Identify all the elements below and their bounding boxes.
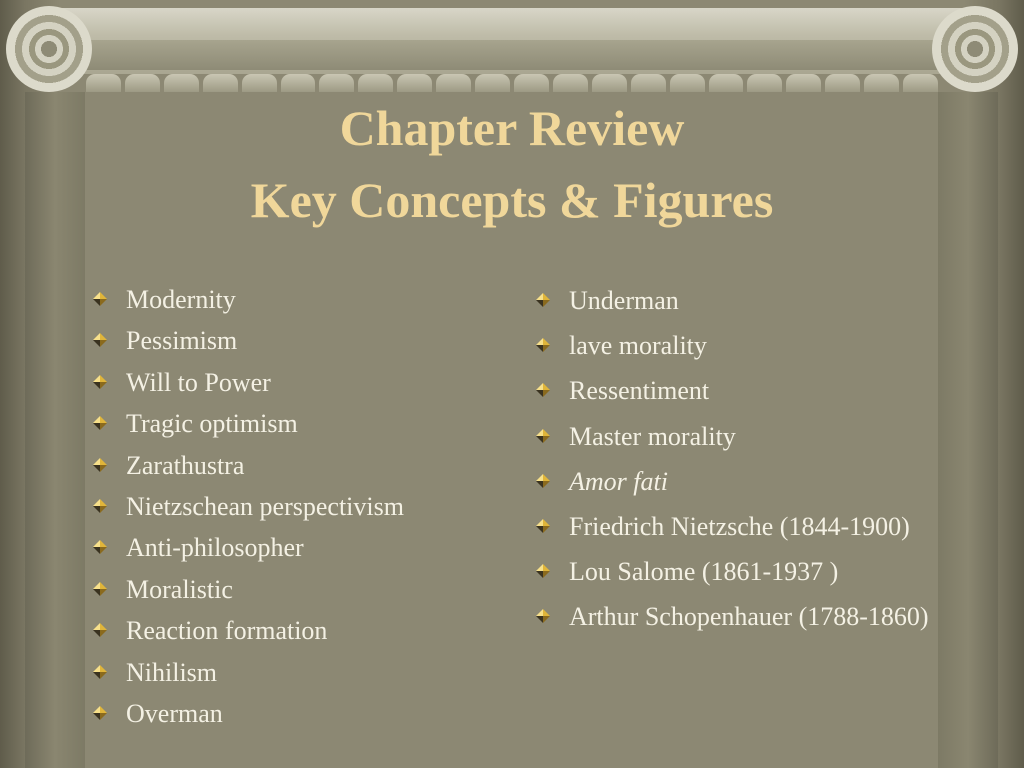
dentil: [825, 74, 860, 92]
dentil: [86, 74, 121, 92]
dentil: [319, 74, 354, 92]
list-item-text: Overman: [126, 699, 223, 729]
diamond-bullet-icon: [536, 383, 550, 397]
diamond-bullet-icon: [93, 292, 107, 306]
list-item-text: Master morality: [569, 421, 736, 451]
list-item: [533, 598, 933, 635]
diamond-bullet-icon: [536, 474, 550, 488]
list-item: [90, 610, 510, 651]
list-item: [533, 418, 933, 455]
right-concept-list: [533, 282, 933, 644]
list-item-text: Reaction formation: [126, 616, 328, 646]
dentil: [709, 74, 744, 92]
diamond-bullet-icon: [93, 623, 107, 637]
diamond-bullet-icon: [93, 458, 107, 472]
dentil: [903, 74, 938, 92]
list-item: [533, 372, 933, 409]
list-item-text: Pessimism: [126, 326, 238, 356]
list-item-text: Ressentiment: [569, 376, 710, 406]
list-item-text: Friedrich Nietzsche (1844-1900): [569, 511, 910, 541]
dentil: [670, 74, 705, 92]
list-item-text: Modernity: [126, 285, 236, 314]
dentil: [358, 74, 393, 92]
list-item: [90, 279, 510, 320]
dentil: [631, 74, 666, 92]
dentil: [281, 74, 316, 92]
diamond-bullet-icon: [536, 338, 550, 352]
list-item: [533, 508, 933, 545]
dentil: [436, 74, 471, 92]
list-item-text: Nietzschean perspectivism: [126, 492, 404, 522]
diamond-bullet-icon: [93, 499, 107, 513]
dentil: [786, 74, 821, 92]
diamond-bullet-icon: [93, 665, 107, 679]
list-item-text: lave morality: [569, 331, 707, 361]
list-item: [90, 445, 510, 486]
diamond-bullet-icon: [536, 293, 550, 307]
diamond-bullet-icon: [93, 540, 107, 554]
list-item: [533, 327, 933, 364]
dentil: [592, 74, 627, 92]
dentil-row: [86, 74, 938, 92]
slide-title: [86, 92, 938, 236]
diamond-bullet-icon: [93, 333, 107, 347]
list-item: [90, 569, 510, 610]
list-item-text: Will to Power: [126, 367, 271, 397]
list-item: [90, 403, 510, 444]
right-column-shaft: [938, 92, 998, 768]
dentil: [164, 74, 199, 92]
list-item: [90, 527, 510, 568]
dentil: [397, 74, 432, 92]
list-item-text: Nihilism: [126, 657, 218, 687]
list-item-text: Amor fati: [569, 466, 668, 496]
diamond-bullet-icon: [536, 609, 550, 623]
list-item: [533, 282, 933, 319]
title-line-2: Key Concepts & Figures: [250, 172, 774, 228]
left-column-shaft: [25, 92, 85, 768]
diamond-bullet-icon: [93, 582, 107, 596]
dentil: [475, 74, 510, 92]
diamond-bullet-icon: [536, 429, 550, 443]
list-item-text: Arthur Schopenhauer (1788-1860): [569, 602, 929, 632]
diamond-bullet-icon: [93, 375, 107, 389]
left-concept-list: [90, 279, 510, 734]
list-item: [90, 320, 510, 361]
dentil: [203, 74, 238, 92]
column-capital: [0, 0, 1024, 92]
list-item: [90, 362, 510, 403]
dentil: [553, 74, 588, 92]
dentil: [125, 74, 160, 92]
left-volute-icon: [6, 6, 92, 92]
diamond-bullet-icon: [93, 706, 107, 720]
list-item: [90, 693, 510, 734]
list-item-text: Tragic optimism: [126, 409, 298, 439]
diamond-bullet-icon: [536, 564, 550, 578]
dentil: [747, 74, 782, 92]
list-item-text: Moralistic: [126, 574, 233, 604]
list-item-text: Underman: [569, 286, 679, 315]
right-volute-icon: [932, 6, 1018, 92]
list-item: [533, 463, 933, 500]
list-item-text: Lou Salome (1861-1937 ): [569, 557, 839, 587]
list-item: [90, 652, 510, 693]
dentil: [514, 74, 549, 92]
list-item: [90, 486, 510, 527]
diamond-bullet-icon: [536, 519, 550, 533]
diamond-bullet-icon: [93, 416, 107, 430]
list-item: [533, 553, 933, 590]
title-line-1: Chapter Review: [339, 100, 685, 156]
list-item-text: Zarathustra: [126, 450, 245, 480]
dentil: [864, 74, 899, 92]
dentil: [242, 74, 277, 92]
capital-band: [60, 40, 964, 70]
list-item-text: Anti-philosopher: [126, 533, 304, 563]
